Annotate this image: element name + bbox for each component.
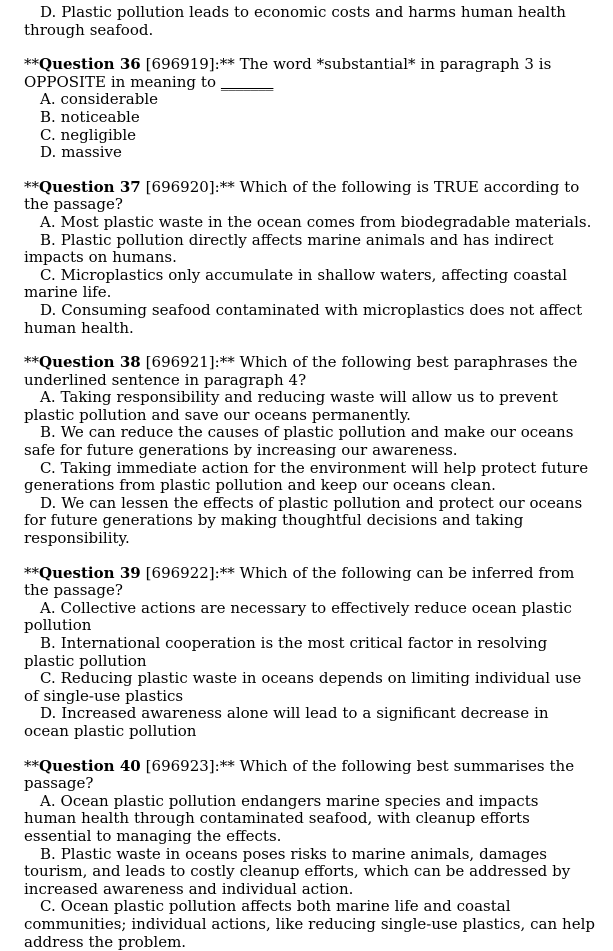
option-text: Increased awareness alone will lead to a significant decrease in ocean plastic pollution <box>24 704 549 740</box>
option-text: Consuming seafood contaminated with microplastics does not affect human health. <box>24 300 583 337</box>
question-header <box>24 354 595 389</box>
answer-option[interactable] <box>24 389 595 424</box>
question-id: [696923]: <box>145 756 220 775</box>
answer-option[interactable] <box>24 424 595 459</box>
option-text: Plastic waste in oceans poses risks to marine animals, damages tourism, and leads to costly cleanup efforts, which can be addressed by increased awareness and individual action. <box>24 844 571 898</box>
bold-marker-close: ** <box>219 55 235 74</box>
option-text: massive <box>61 143 122 162</box>
question-label: Question 36 <box>39 55 141 74</box>
question-id: [696920]: <box>145 177 220 196</box>
option-letter: D. <box>40 493 57 512</box>
question-stem: Which of the following best summarises the passage? <box>24 756 575 793</box>
answer-option[interactable] <box>24 793 595 846</box>
option-text: Most plastic waste in the ocean comes from biodegradable materials. <box>60 212 592 231</box>
option-letter: D. <box>40 300 57 319</box>
question-block <box>24 354 595 548</box>
question-id: [696922]: <box>145 563 220 582</box>
answer-blank: _______ <box>220 72 274 91</box>
option-text: Microplastics only accumulate in shallow waters, affecting coastal marine life. <box>24 265 568 302</box>
option-letter: D. <box>40 3 57 21</box>
answer-option[interactable] <box>24 670 595 705</box>
question-id: [696919]: <box>145 55 220 74</box>
bold-marker-open: ** <box>24 563 39 582</box>
question-block <box>24 4 595 39</box>
question-header <box>24 758 595 793</box>
answer-option[interactable] <box>24 495 595 548</box>
bold-marker-close: ** <box>219 563 235 582</box>
answer-option[interactable] <box>24 232 595 267</box>
option-text: negligible <box>60 125 137 144</box>
bold-marker-open: ** <box>24 353 39 372</box>
answer-option[interactable] <box>24 898 595 951</box>
option-letter: A. <box>40 598 56 617</box>
bold-marker-open: ** <box>24 756 39 775</box>
option-letter: C. <box>40 125 56 144</box>
question-label: Question 37 <box>39 177 141 196</box>
question-block <box>24 565 595 741</box>
answer-option[interactable] <box>24 4 595 39</box>
option-letter: D. <box>40 704 57 723</box>
question-block <box>24 179 595 337</box>
question-stem: Which of the following best paraphrases the underlined sentence in paragraph 4? <box>24 353 578 389</box>
option-text: considerable <box>60 90 158 109</box>
option-letter: C. <box>40 669 56 688</box>
option-letter: D. <box>40 143 57 162</box>
question-stem: Which of the following is TRUE according to the passage? <box>24 177 580 214</box>
answer-option[interactable] <box>24 635 595 670</box>
option-text: International cooperation is the most critical factor in resolving plastic pollution <box>24 634 548 670</box>
option-text: Taking responsibility and reducing waste will allow us to prevent plastic pollution and save our oceans permanently. <box>24 388 558 424</box>
question-block <box>24 758 595 951</box>
question-block <box>24 56 595 162</box>
question-header <box>24 56 595 91</box>
answer-option[interactable] <box>24 267 595 302</box>
option-letter: C. <box>40 897 56 916</box>
answer-option[interactable] <box>24 705 595 740</box>
bold-marker-close: ** <box>219 353 235 372</box>
option-letter: B. <box>40 844 56 863</box>
option-text: Collective actions are necessary to effectively reduce ocean plastic pollution <box>24 598 572 635</box>
option-text: Plastic pollution directly affects marine animals and has indirect impacts on humans. <box>24 230 554 267</box>
answer-option[interactable] <box>24 109 595 127</box>
option-letter: B. <box>40 107 56 126</box>
answer-option[interactable] <box>24 600 595 635</box>
option-letter: C. <box>40 458 56 477</box>
option-text: We can lessen the effects of plastic pollution and protect our oceans for future generations by making thoughtful decisions and taking responsibility. <box>24 493 583 548</box>
bold-marker-close: ** <box>219 177 235 196</box>
question-stem: Which of the following can be inferred from the passage? <box>24 563 575 600</box>
answer-option[interactable] <box>24 214 595 232</box>
option-letter: B. <box>40 230 56 249</box>
question-header <box>24 565 595 600</box>
option-letter: A. <box>40 212 56 231</box>
answer-option[interactable] <box>24 460 595 495</box>
answer-option[interactable] <box>24 127 595 145</box>
option-text: Ocean plastic pollution endangers marine species and impacts human health through contaminated seafood, with cleanup efforts essential to managing the effects. <box>24 791 539 845</box>
question-label: Question 39 <box>39 563 141 582</box>
question-list <box>24 4 595 951</box>
option-text: Ocean plastic pollution affects both marine life and coastal communities; individual actions, like reducing single-use plastics, can help address the problem. <box>24 897 595 951</box>
question-id: [696921]: <box>145 353 220 372</box>
answer-option[interactable] <box>24 144 595 162</box>
bold-marker-open: ** <box>24 55 39 74</box>
option-letter: A. <box>40 791 56 810</box>
answer-option[interactable] <box>24 91 595 109</box>
option-text: We can reduce the causes of plastic pollution and make our oceans safe for future generations by increasing our awareness. <box>24 423 574 460</box>
bold-marker-open: ** <box>24 177 39 196</box>
answer-option[interactable] <box>24 302 595 337</box>
answer-option[interactable] <box>24 846 595 899</box>
option-letter: C. <box>40 265 56 284</box>
question-label: Question 38 <box>39 353 141 372</box>
bold-marker-close: ** <box>219 756 235 775</box>
option-text: Taking immediate action for the environment will help protect future generations from plastic pollution and keep our oceans clean. <box>24 458 589 495</box>
option-letter: A. <box>40 388 56 407</box>
question-header <box>24 179 595 214</box>
option-letter: A. <box>40 90 56 109</box>
option-text: Reducing plastic waste in oceans depends on limiting individual use of single-use plastics <box>24 669 582 705</box>
question-label: Question 40 <box>39 756 141 775</box>
option-text: Plastic pollution leads to economic costs and harms human health through seafood. <box>24 3 566 39</box>
option-text: noticeable <box>60 107 140 126</box>
option-letter: B. <box>40 634 56 652</box>
option-letter: B. <box>40 423 56 442</box>
question-stem: The word *substantial* in paragraph 3 is OPPOSITE in meaning to <box>24 55 552 91</box>
